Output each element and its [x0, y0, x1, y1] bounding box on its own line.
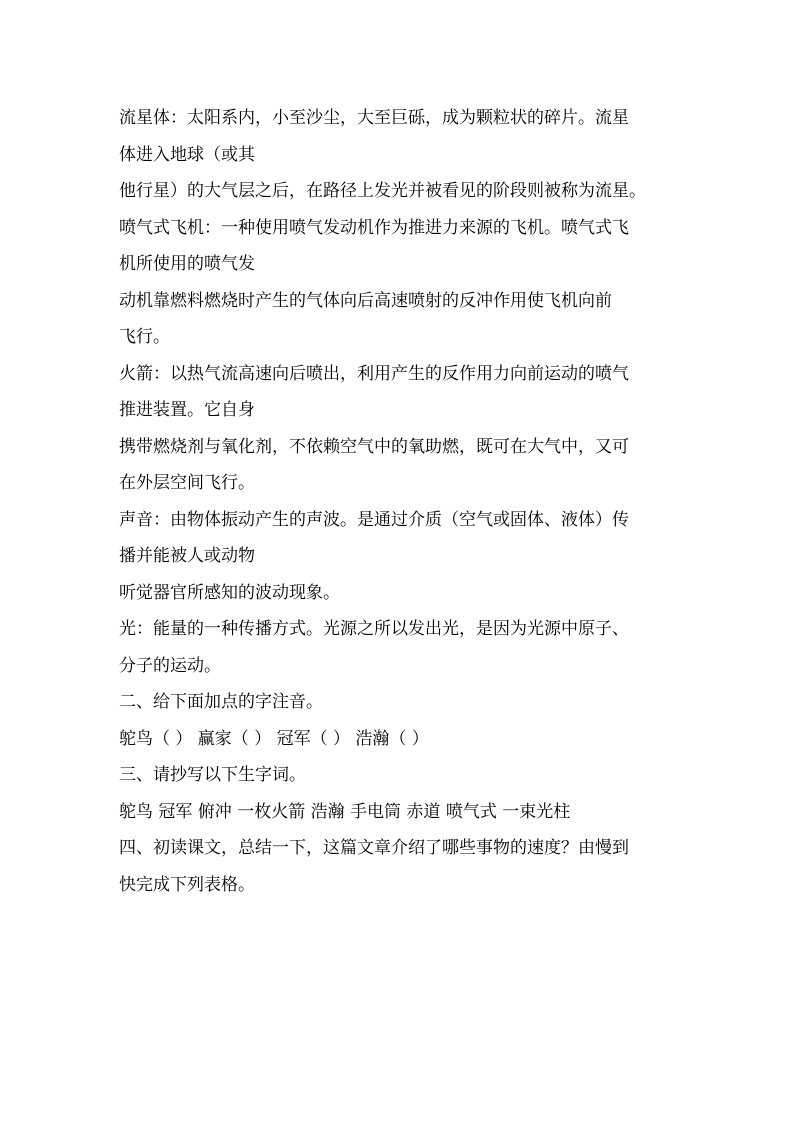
text-line-sound-3: 听觉器官所感知的波动现象。: [119, 582, 340, 603]
text-line-rocket-2: 推进装置。它自身: [119, 400, 255, 420]
text-line-rocket-3: 携带燃烧剂与氧化剂，不依赖空气中的氧助燃，既可在大气中，又可: [119, 436, 629, 457]
text-line-rocket-4: 在外层空间飞行。: [119, 473, 255, 493]
text-line-rocket-1: 火箭：以热气流高速向后喷出，利用产生的反作用力向前运动的喷气: [119, 363, 629, 384]
text-body: [119, 100, 681, 903]
section-heading-summary: 四、初读课文，总结一下，这篇文章介绍了哪些事物的速度？由慢到: [119, 838, 629, 858]
pinyin-exercise-line: 鸵鸟（ ） 赢家（ ） 冠军（ ） 浩瀚（ ）: [119, 728, 429, 749]
text-line-light-2: 分子的运动。: [119, 655, 221, 676]
copy-words-line: 鸵鸟 冠军 俯冲 一枚火箭 浩瀚 手电筒 赤道 喷气式 一束光柱: [119, 801, 571, 822]
text-line-meteoroid-3: 他行星）的大气层之后，在路径上发光并被看见的阶段则被称为流星。: [119, 181, 646, 201]
summary-instruction-line: 快完成下列表格。: [119, 874, 255, 895]
text-line-sound-2: 播并能被人或动物: [119, 546, 255, 566]
text-line-light-1: 光：能量的一种传播方式。光源之所以发出光，是因为光源中原子、: [119, 619, 629, 639]
text-line-jet-3: 动机靠燃料燃烧时产生的气体向后高速喷射的反冲作用使飞机向前: [119, 290, 612, 311]
text-line-jet-4: 飞行。: [119, 327, 170, 347]
text-line-sound-1: 声音：由物体振动产生的声波。是通过介质（空气或固体、液体）传: [119, 509, 629, 530]
section-heading-copy-words: 三、请抄写以下生字词。: [119, 765, 306, 785]
text-line-meteoroid-2: 体进入地球（或其: [119, 144, 255, 165]
section-heading-pinyin: 二、给下面加点的字注音。: [119, 692, 323, 712]
text-line-meteoroid-1: 流星体：太阳系内，小至沙尘，大至巨砾，成为颗粒状的碎片。流星: [119, 108, 629, 128]
text-line-jet-1: 喷气式飞机：一种使用喷气发动机作为推进力来源的飞机。喷气式飞: [119, 217, 629, 238]
text-line-jet-2: 机所使用的喷气发: [119, 254, 255, 274]
